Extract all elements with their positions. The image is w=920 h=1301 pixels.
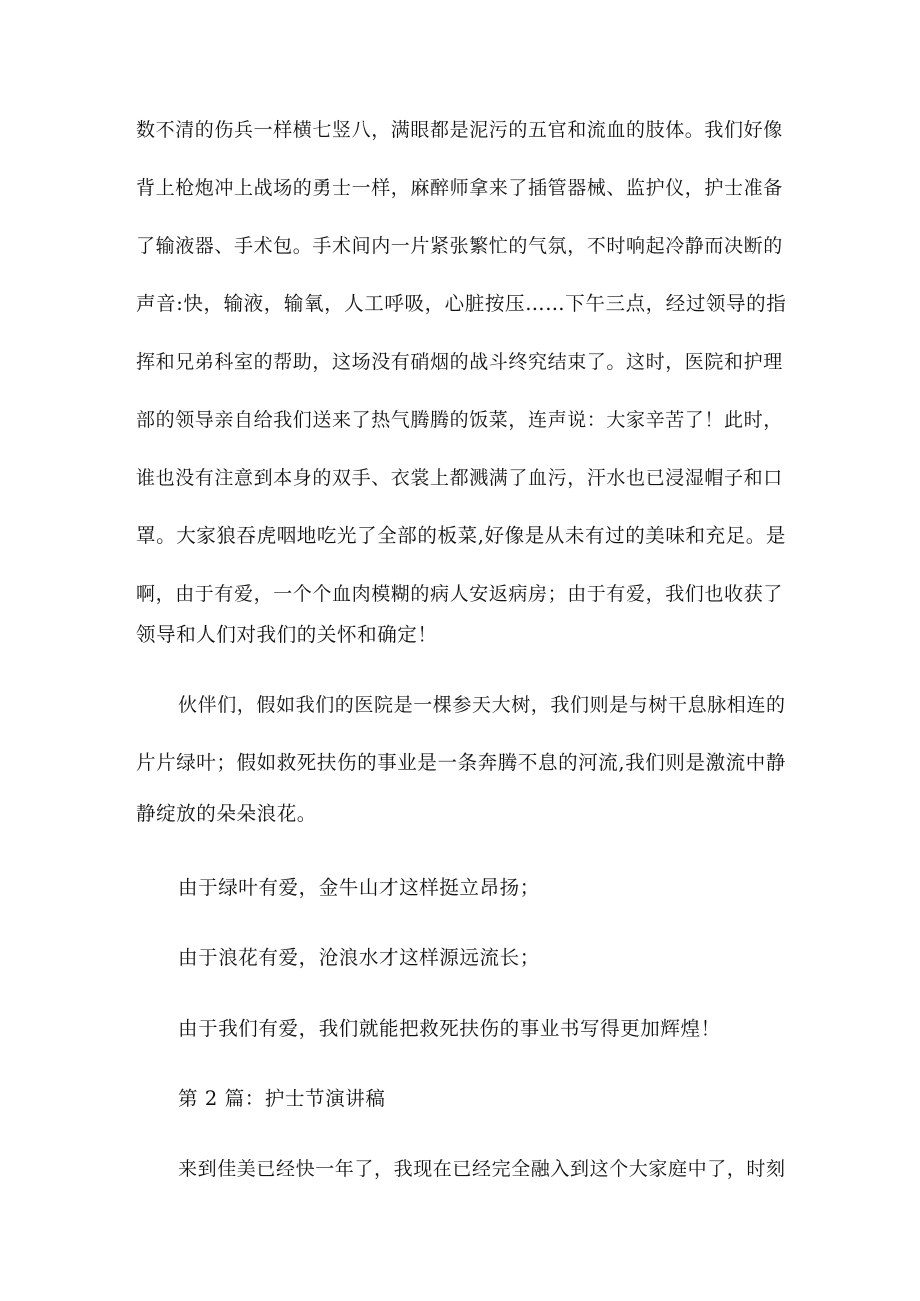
verse-1: 由于绿叶有爱，金牛山才这样挺立昂扬； (178, 876, 540, 899)
paragraph-1-line-1: 数不清的伤兵一样横七竖八，满眼都是泥污的五官和流血的肢体。我们好像 (136, 119, 783, 141)
paragraph-1-line-10: 领导和人们对我们的关怀和确定！ (136, 623, 438, 646)
paragraph-1-line-5: 挥和兄弟科室的帮助，这场没有硝烟的战斗终究结束了。这时，医院和护理 (136, 351, 783, 373)
paragraph-1-line-2: 背上枪炮冲上战场的勇士一样，麻醉师拿来了插管器械、监护仪，护士准备 (136, 177, 783, 199)
paragraph-1-line-9: 啊，由于有爱，一个个血肉模糊的病人安返病房；由于有爱，我们也收获了 (136, 583, 783, 605)
paragraph-3-line-1: 来到佳美已经快一年了，我现在已经完全融入到这个大家庭中了，时刻 (178, 1158, 786, 1180)
paragraph-1-line-3: 了输液器、手术包。手术间内一片紧张繁忙的气氛，不时响起冷静而决断的 (136, 235, 783, 257)
verse-2: 由于浪花有爱，沧浪水才这样源远流长； (178, 946, 540, 969)
paragraph-1-line-7: 谁也没有注意到本身的双手、衣裳上都溅满了血污，汗水也已浸湿帽子和口 (136, 467, 783, 489)
paragraph-2-line-1: 伙伴们，假如我们的医院是一棵参天大树，我们则是与树干息脉相连的 (178, 694, 786, 716)
paragraph-1-line-6: 部的领导亲自给我们送来了热气腾腾的饭菜，连声说：大家辛苦了！此时， (136, 409, 783, 431)
paragraph-1-line-4: 声音:快，输液，输氧，人工呼吸，心脏按压……下午三点，经过领导的指 (136, 292, 787, 315)
section-heading: 第 2 篇：护士节演讲稿 (178, 1087, 386, 1110)
paragraph-2-line-3: 静绽放的朵朵浪花。 (136, 802, 317, 825)
paragraph-1-line-8: 罩。大家狼吞虎咽地吃光了全部的板菜,好像是从未有过的美味和充足。是 (136, 524, 786, 547)
verse-3: 由于我们有爱，我们就能把救死扶伤的事业书写得更加辉煌！ (178, 1017, 721, 1040)
paragraph-2-line-2: 片片绿叶；假如救死扶伤的事业是一条奔腾不息的河流,我们则是激流中静 (136, 751, 786, 774)
